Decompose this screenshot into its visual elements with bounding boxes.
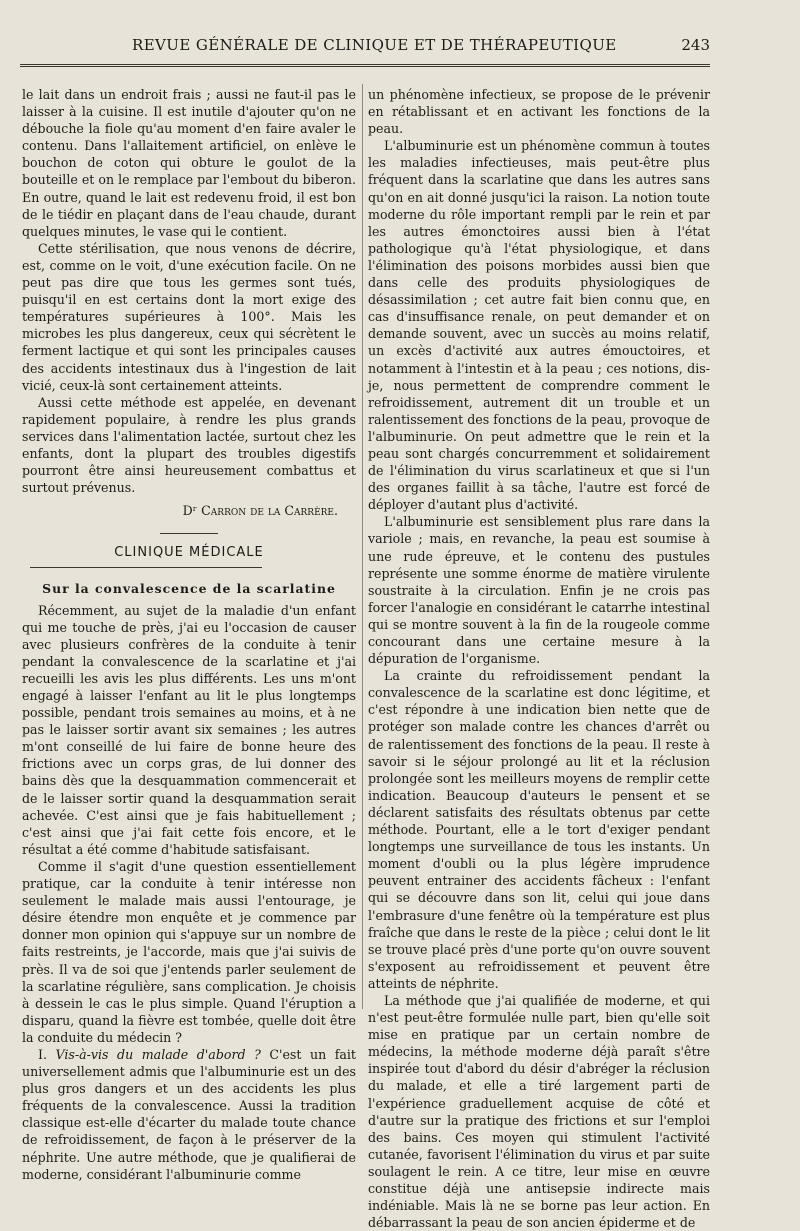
column-divider [362,84,363,1009]
page-number: 243 [681,36,710,54]
paragraph: Récemment, au sujet de la maladie d'un enfant qui me touche de près, j'ai eu l'occasion de causer avec plusieurs confrères de la conduite à tenir pendant la convalescence de la scarlatine et j'ai recueilli les avis les plus différents. Les uns m'ont engagé à laisser l'enfant au lit le plus longtemps possible, pendant trois semaines au moins, et à ne pas le laisser sortir avant six semaines ; les autres m'ont conseillé de lui faire de bonne heure des frictions avec un corps gras, de lui donner des bains dès que la desquammation commencerait et de le laisser sortir quand la desquammation serait achevée. C'est ainsi que je fais habituellement ; c'est ainsi que j'ai fait cette fois encore, et le résultat a été comme d'habitude satisfaisant. [22,602,356,857]
section-title: CLINIQUE MÉDICALE [114,544,264,561]
article-title: Sur la convalescence de la scarlatine [42,581,336,597]
section-title-underline [30,567,262,568]
paragraph: Aussi cette méthode est appelée, en devenant rapidement populaire, à rendre les plus grands services dans l'alimentation lactée, surtout chez les enfants, dont la plupart des troubles digestifs pourront être ainsi heureusement combattus et surtout prévenus. [22,394,356,496]
running-header [20,36,710,58]
paragraph-text: C'est un fait universellement admis que l'albuminurie est un des plus gros dangers et un des accidents les plus fréquents de la convalescence. Aussi la tradition classique est-elle d'écarter du malade toute chance de refroidissement, de façon à le préserver de la néphrite. Une autre méthode, que je qualifierai de moderne, considérant l'albuminurie comme [22,1046,356,1182]
left-column [22,86,356,1183]
paragraph: L'albuminurie est un phénomène commun à toutes les maladies infectieuses, mais peut-être plus fréquent dans la scarlatine que dans les autres sans qu'on en ait donné jusqu'ici la raison. La notion toute moderne du rôle important rempli par le rein et par les autres émonctoires aussi bien à l'état pathologique qu'à l'état physiologique, et dans l'élimination des poisons morbides aussi bien que dans celle des produits physiologiques de désassimilation ; cet autre fait bien connu que, en cas d'insuffisance renale, on peut demander et on demande souvent, avec un succès au moins relatif, un excès d'activité aux autres émouctoires, et notamment à l'intestin et à la peau ; ces notions, dis-je, nous permettent de comprendre comment le refroidissement, autrement dit un trouble et un ralentissement des fonctions de la peau, provoque de l'albuminurie. On peut admettre que le rein et la peau sont chargés concurremment et solidairement de l'élimination du virus scarlatineux et que si l'un des organes faillit à sa tâche, l'autre est forcé de déployer d'autant plus d'activité. [368,138,710,513]
running-title: REVUE GÉNÉRALE DE CLINIQUE ET DE THÉRAPEUTIQUE [132,36,617,54]
paragraph: un phénomène infectieux, se propose de le prévenir en rétablissant et en activant les fonctions de la peau. [368,87,710,137]
right-column [368,86,710,1231]
signature-prefix: Dʳ [182,503,198,519]
paragraph: La crainte du refroidissement pendant la convalescence de la scarlatine est donc légitime, et c'est répondre à une indication bien nette que de protéger son malade contre les chances d'arrêt ou de ralentissement des fonctions de la peau. Il reste à savoir si le séjour prolongé au lit et la réclusion prolongée sont les meilleurs moyens de remplir cette indication. Beaucoup d'auteurs le pensent et se déclarent satisfaits des résultats obtenus par cette méthode. Pourtant, elle a le tort d'exiger pendant longtemps une surveillance de tous les instants. Un moment d'oubli ou la plus légère imprudence peuvent entrainer des accidents fâcheux : l'enfant qui se découvre dans son lit, celui qui joue dans l'embrasure d'une fenêtre où la température est plus fraîche que dans le reste de la pièce ; celui dont le lit se trouve placé près d'une porte qu'on ouvre souvent s'exposent au refroidissement et peuvent être atteints de néphrite. [368,668,710,991]
paragraph: L'albuminurie est sensiblement plus rare dans la variole ; mais, en revanche, la peau est soumise à une rude épreuve, et le contenu des pustules représente une somme énorme de matière virulente soustraite à la circulation. Enfin je ne crois pas forcer l'analogie en considérant le catarrhe intestinal qui se montre souvent à la fin de la rougeole comme concourant dans une certaine mesure à la dépuration de l'organisme. [368,514,710,667]
header-rule [20,64,710,67]
paragraph: le lait dans un endroit frais ; aussi ne faut-il pas le laisser à la cuisine. Il est inutile d'ajouter qu'on ne débouche la fiole qu'au moment d'en faire avaler le contenu. Dans l'allaitement artificiel, on enlève le bouchon de coton qui obture le goulot de la bouteille et on le remplace par l'embout du biberon. En outre, quand le lait est redevenu froid, il est bon de le tiédir en plaçant dans de l'eau chaude, durant quelques minutes, le vase qui le contient. [22,87,356,239]
author-signature [22,502,356,519]
list-marker: I. [38,1046,56,1062]
italic-question: Vis-à-vis du malade d'abord ? [55,1046,261,1062]
paragraph: Cette stérilisation, que nous venons de décrire, est, comme on le voit, d'une exécution facile. On ne peut pas dire que tous les germes sont tués, puisqu'il en est certains dont la mort exige des températures supérieures à 100°. Mais les microbes les plus dangereux, ceux qui sécrètent le ferment lactique et qui sont les principales causes des accidents intestinaux dus à l'ingestion de lait vicié, ceux-là sont certainement atteints. [22,240,356,393]
paragraph [22,1046,356,1183]
section-divider [160,533,218,534]
paragraph: Comme il s'agit d'une question essentiellement pratique, car la conduite à tenir intéresse non seulement le malade mais aussi l'entourage, je désire étendre mon enquête et je commence par donner mon opinion qui s'appuye sur un nombre de faits restreints, je l'accorde, mais que j'ai suivis de près. Il va de soi que j'entends parler seulement de la scarlatine régulière, sans complication. Je choisis à dessein le cas le plus simple. Quand l'éruption a disparu, quand la fièvre est tombée, quelle doit être la conduite du médecin ? [22,858,356,1045]
signature-name: Carron de la Carrère. [201,503,338,519]
paragraph: La méthode que j'ai qualifiée de moderne, et qui n'est peut-être formulée nulle part, bien qu'elle soit mise en pratique par un certain nombre de médecins, la méthode moderne déjà paraît s'être inspirée tout d'abord du désir d'abréger la réclusion du malade, et elle a tiré largement parti de l'expérience graduellement acquise de côté et d'autre sur la pratique des frictions et sur l'emploi des bains. Ces moyen qui stimulent l'activité cutanée, favorisent l'élimination du virus et par suite soulagent le rein. A ce titre, leur mise en œuvre constitue déjà une antisepsie indirecte mais indéniable. Mais là ne se borne pas leur action. En débarrassant la peau de son ancien épiderme et de [368,992,710,1231]
